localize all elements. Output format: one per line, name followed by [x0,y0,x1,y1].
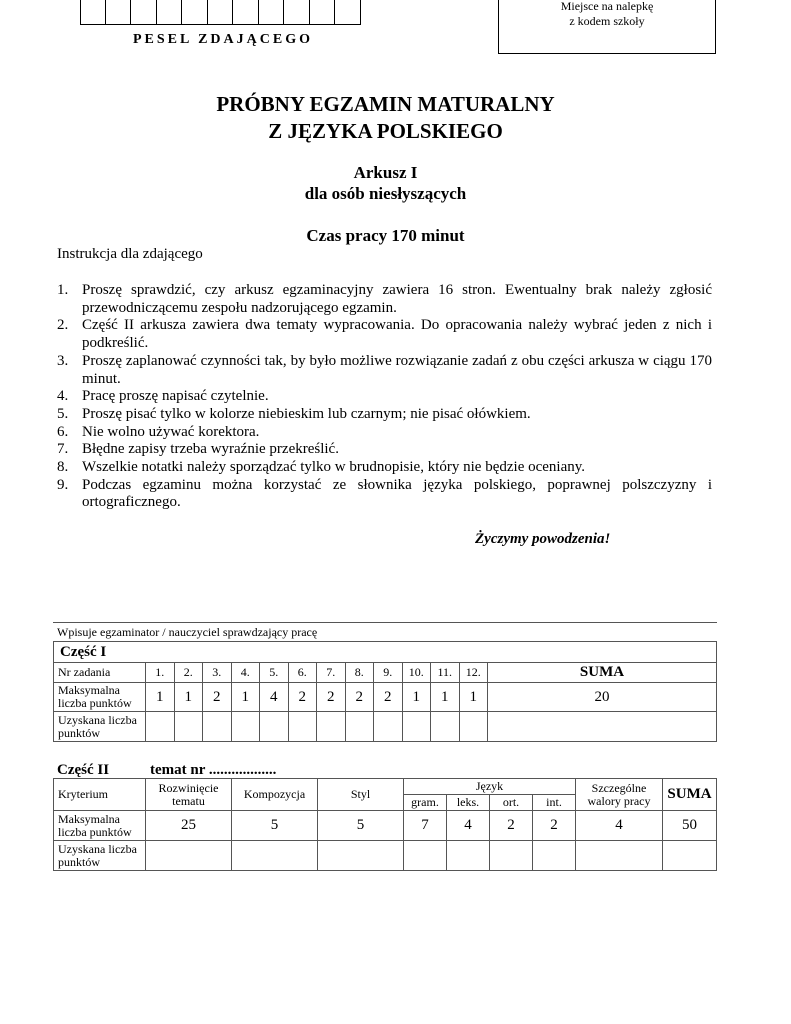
instruction-number: 2. [57,317,69,334]
max-points-cell: 2 [345,683,374,712]
max-points-cell: 4 [576,811,663,841]
task-number: 7. [317,663,346,683]
max-points-sum: 50 [663,811,717,841]
instruction-number: 3. [57,352,69,369]
obtained-points-sum[interactable] [663,841,717,871]
pesel-label: PESEL ZDAJĄCEGO [133,32,313,47]
pesel-cell[interactable] [157,0,183,25]
time-label: Czas pracy 170 minut [306,226,465,245]
instruction-number: 7. [57,441,69,458]
max-points-cell: 2 [533,811,576,841]
task-number: 4. [231,663,260,683]
examiner-note: Wpisuje egzaminator / nauczyciel sprawdzający pracę [53,622,717,640]
obtained-points-cell[interactable] [576,841,663,871]
task-number: 8. [345,663,374,683]
instruction-text: Podczas egzaminu można korzystać ze słownika języka polskiego, poprawnej polszczyzny i ortograficznego. [82,476,712,511]
instruction-item [57,406,712,424]
audience-label: dla osób niesłyszących [304,184,467,203]
sheet-label: Arkusz I [353,163,418,182]
pesel-cell[interactable] [182,0,208,25]
max-points-cell: 1 [431,683,460,712]
part1-score-table [53,641,717,742]
sticker-line-2: z kodem szkoły [569,14,645,28]
part2-topic[interactable]: temat nr .................. [150,762,277,778]
task-number: 10. [402,663,431,683]
composition-header: Kompozycja [232,779,318,811]
instruction-text: Błędne zapisy trzeba wyraźnie przekreślić. [82,441,339,458]
instruction-item [57,388,712,406]
max-points-cell: 1 [146,683,175,712]
obtained-points-cell[interactable] [447,841,490,871]
instruction-text: Pracę proszę napisać czytelnie. [82,388,269,405]
obtained-points-cell[interactable] [431,712,460,742]
sticker-line-1: Miejsce na nalepkę [560,0,654,13]
exam-title-line-1: PRÓBNY EGZAMIN MATURALNY [216,92,555,116]
max-points-label: Maksymalna liczba punktów [54,683,146,712]
language-sub-header: leks. [447,795,490,811]
language-header: Język [404,779,576,795]
pesel-grid[interactable] [80,0,361,25]
pesel-cell[interactable] [335,0,361,25]
obtained-points-sum[interactable] [488,712,717,742]
pesel-cell[interactable] [310,0,336,25]
instruction-number: 8. [57,459,69,476]
task-number: 11. [431,663,460,683]
language-sub-header: gram. [404,795,447,811]
obtained-points-cell[interactable] [146,841,232,871]
instruction-text: Część II arkusza zawiera dwa tematy wypracowania. Do opracowania należy wybrać jeden z nich i podkreślić. [82,317,712,352]
max-points-cell: 2 [288,683,317,712]
max-points-cell: 1 [174,683,203,712]
instruction-item [57,459,712,477]
special-values-header: Szczególne walory pracy [576,779,663,811]
instructions-list [57,282,712,512]
max-points-cell: 1 [402,683,431,712]
max-points-cell: 2 [317,683,346,712]
task-number: 5. [260,663,289,683]
instruction-item [57,353,712,388]
pesel-cell[interactable] [233,0,259,25]
max-points-cell: 5 [232,811,318,841]
language-sub-header: ort. [490,795,533,811]
part2-title: Część II [57,762,110,778]
max-points-label: Maksymalna liczba punktów [54,811,146,841]
task-number: 6. [288,663,317,683]
instruction-text: Proszę sprawdzić, czy arkusz egzaminacyjny zawiera 16 stron. Ewentualny brak należy zgłosić przewodniczącemu zespołu nadzorującego egzamin. [82,282,712,316]
instruction-text: Proszę pisać tylko w kolorze niebieskim lub czarnym; nie pisać ołówkiem. [82,405,531,422]
max-points-cell: 2 [374,683,403,712]
instruction-number: 4. [57,388,69,405]
task-number-label: Nr zadania [54,663,146,683]
pesel-cell[interactable] [284,0,310,25]
task-number: 2. [174,663,203,683]
task-number: 3. [203,663,232,683]
max-points-cell: 1 [459,683,488,712]
obtained-points-cell[interactable] [318,841,404,871]
instruction-text: Wszelkie notatki należy sporządzać tylko w brudnopisie, który nie będzie oceniany. [82,459,586,476]
obtained-points-cell[interactable] [317,712,346,742]
instruction-item [57,282,712,317]
max-points-cell: 1 [231,683,260,712]
task-number: 9. [374,663,403,683]
obtained-points-cell[interactable] [174,712,203,742]
instruction-item [57,477,712,512]
obtained-points-cell[interactable] [490,841,533,871]
obtained-points-cell[interactable] [232,841,318,871]
obtained-points-cell[interactable] [260,712,289,742]
max-points-cell: 25 [146,811,232,841]
obtained-points-cell[interactable] [459,712,488,742]
max-points-cell: 4 [260,683,289,712]
good-luck-wish: Życzymy powodzenia! [475,531,611,547]
exam-title-line-2: Z JĘZYKA POLSKIEGO [268,119,503,143]
obtained-points-cell[interactable] [402,712,431,742]
instruction-number: 5. [57,405,69,422]
language-sub-header: int. [533,795,576,811]
pesel-cell[interactable] [259,0,285,25]
part1-title: Część I [54,642,717,663]
development-header: Rozwinięcie tematu [146,779,232,811]
obtained-points-cell[interactable] [288,712,317,742]
school-sticker-box [498,0,716,54]
instruction-number: 1. [57,282,69,298]
part2-score-table [53,778,717,871]
instruction-number: 6. [57,423,69,440]
obtained-points-label: Uzyskana liczba punktów [54,841,146,871]
instruction-item [57,424,712,442]
pesel-cell[interactable] [131,0,157,25]
style-header: Styl [318,779,404,811]
obtained-points-cell[interactable] [203,712,232,742]
obtained-points-cell[interactable] [533,841,576,871]
pesel-cell[interactable] [208,0,234,25]
max-points-cell: 2 [203,683,232,712]
part2-sum-label: SUMA [663,779,717,811]
pesel-cell[interactable] [106,0,132,25]
instruction-item [57,317,712,352]
task-number: 12. [459,663,488,683]
pesel-cell[interactable] [80,0,106,25]
instruction-text: Proszę zaplanować czynności tak, by było możliwe rozwiązanie zadań z obu części arkusza w ciągu 170 minut. [82,352,712,387]
obtained-points-cell[interactable] [374,712,403,742]
instruction-text: Nie wolno używać korektora. [82,423,260,440]
max-points-cell: 2 [490,811,533,841]
max-points-cell: 7 [404,811,447,841]
instruction-item [57,441,712,459]
obtained-points-cell[interactable] [146,712,175,742]
obtained-points-cell[interactable] [231,712,260,742]
criterion-label: Kryterium [54,779,146,811]
max-points-cell: 4 [447,811,490,841]
instruction-number: 9. [57,476,69,493]
max-points-cell: 5 [318,811,404,841]
obtained-points-cell[interactable] [345,712,374,742]
part1-sum-label: SUMA [488,663,717,683]
max-points-sum: 20 [488,683,717,712]
instructions-heading: Instrukcja dla zdającego [57,246,203,262]
obtained-points-cell[interactable] [404,841,447,871]
obtained-points-label: Uzyskana liczba punktów [54,712,146,742]
task-number: 1. [146,663,175,683]
